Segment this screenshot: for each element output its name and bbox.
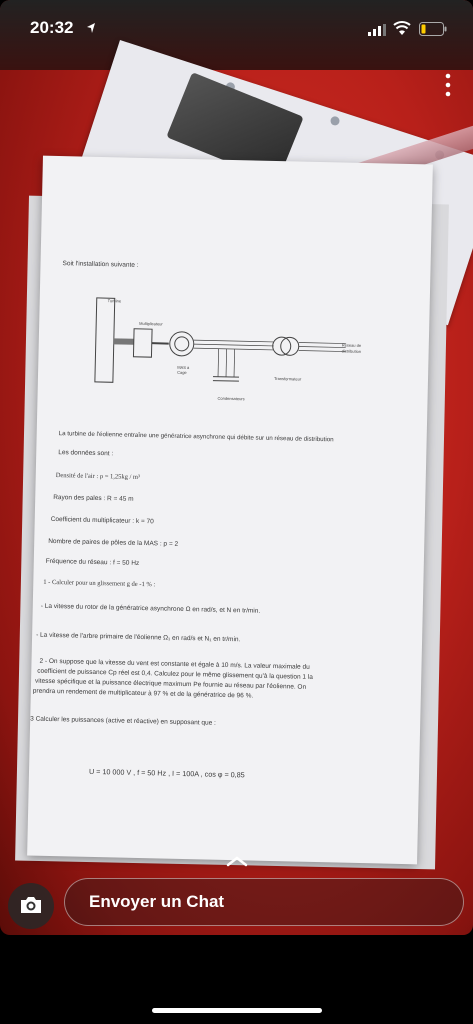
data-pole-pairs: Nombre de paires de pôles de la MAS : p = 2 (48, 537, 179, 548)
label-turbine: Turbine (107, 298, 122, 304)
punch-hole (329, 115, 340, 126)
camera-icon (19, 895, 43, 915)
label-mas-1: MAS à (177, 364, 190, 371)
description-text: La turbine de l'éolienne entraîne une génératrice asynchrone qui débite sur un réseau de distribution (58, 430, 334, 444)
question-2-line4: prendra un rendement de multiplicateur à 97 % et de la génératrice de 96 %. (32, 687, 254, 700)
label-capacitors: Condensateurs (217, 395, 245, 402)
wifi-icon (393, 20, 411, 36)
label-transformer: Transformateur (273, 375, 302, 382)
home-indicator[interactable] (152, 1008, 322, 1013)
question-2-line3: vitesse spécifique et la puissance électrique maximum Pe fournie au réseau par l'éolienne. On (34, 677, 307, 691)
label-grid-2: distribution (341, 348, 362, 354)
data-multiplier: Coefficient du multiplicateur : k = 70 (50, 515, 154, 526)
question-3: 3 Calculer les puissances (active et réactive) en supposant que : (30, 715, 216, 727)
more-options-icon[interactable] (444, 72, 452, 98)
label-multiplier: Multiplicateur (139, 320, 163, 327)
question-2-line2: coefficient de puissance Cp réel est 0,4. Calculez pour le même glissement qu'à la question 1 la (37, 667, 314, 681)
data-header: Les données sont : (58, 449, 114, 458)
question-1a: - La vitesse du rotor de la génératrice asynchrone Ω en rad/s, et N en tr/min. (40, 602, 261, 615)
data-blade-radius: Rayon des pales : R = 45 m (53, 493, 134, 503)
intro-text: Soit l'installation suivante : (62, 260, 139, 269)
question-3-values: U = 10 000 V , f = 50 Hz , I = 100A , cos φ = 0,85 (88, 766, 245, 780)
location-arrow-icon (86, 22, 96, 34)
question-2-line1: 2 - On suppose que la vitesse du vent est constante et égale à 10 m/s. La valeur maximale du (39, 657, 310, 671)
chat-input[interactable] (64, 878, 464, 926)
label-mas-2: Cage (177, 369, 187, 375)
status-time: 20:32 (30, 18, 74, 37)
chat-bar (0, 876, 473, 936)
question-1: 1 - Calculer pour un glissement g de -1 % : (43, 578, 156, 589)
exercise-sheet (27, 156, 433, 865)
chat-placeholder: Envoyer un Chat (89, 892, 225, 911)
label-grid-1: Réseau de (341, 342, 362, 348)
camera-button[interactable] (8, 883, 54, 929)
data-air-density: Densité de l'air : ρ = 1,25kg / m³ (55, 472, 141, 481)
battery-icon (419, 22, 447, 36)
chevron-up-icon[interactable] (226, 855, 248, 867)
signal-icon (368, 24, 386, 36)
data-frequency: Fréquence du réseau : f = 50 Hz (45, 557, 140, 567)
status-bar (0, 0, 473, 60)
question-1b: - La vitesse de l'arbre primaire de l'éolienne Ω₁ en rad/s et N₁ en tr/min. (36, 631, 241, 644)
